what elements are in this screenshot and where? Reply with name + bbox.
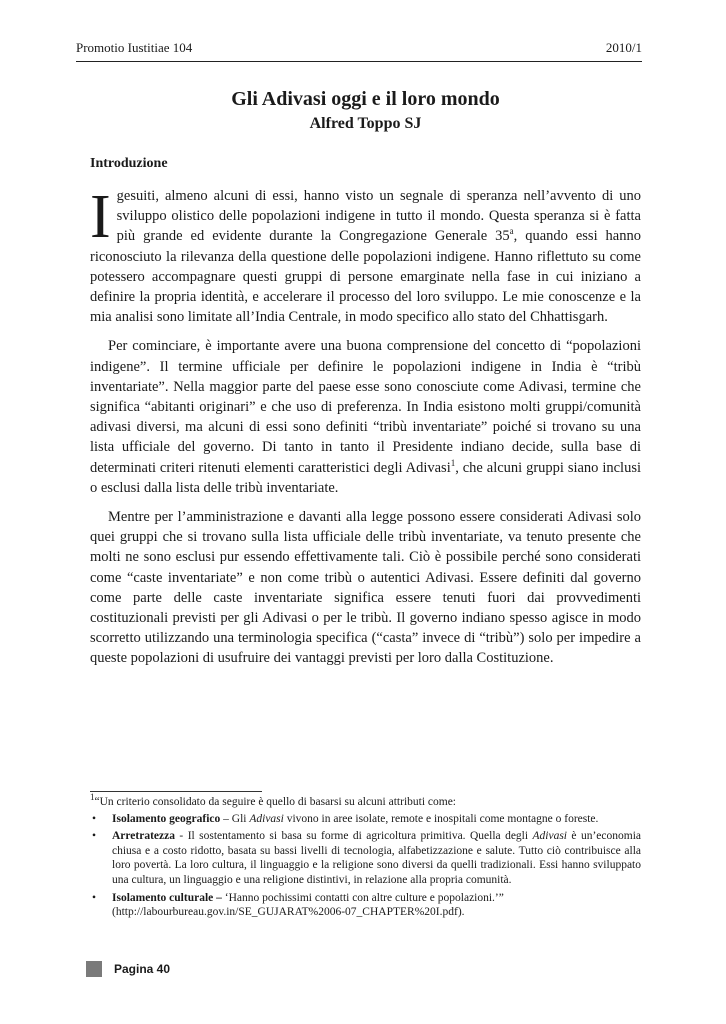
footer-square-icon — [86, 961, 102, 977]
footnote-text-b: vivono in aree isolate, remote e inospitali come montagne o foreste. — [283, 812, 599, 825]
paragraph-1-text-a: gesuiti, almeno alcuni di essi, hanno visto un segnale di speranza nell’avvento di uno sviluppo olistico delle popolazioni indigene in tutto il mondo. Questa speranza si è fatta più grande ed evidente durante la Congregazione Generale 35 — [116, 188, 641, 245]
paragraph-1-text-b: , quando essi hanno riconosciuto la rilevanza della questione delle popolazioni indigene. Hanno riflettuto su come potessero accompagnare questi gruppi di persone emarginate nella fase in cui iniziano a definire la propria identità, e accelerare il processo del loro sviluppo. Le mie conoscenze e la mia analisi sono limitate all’India Centrale, in modo specifico allo stato del Chhattisgarh. — [90, 228, 641, 326]
paragraph-2-text-b: , che alcuni gruppi siano inclusi o esclusi dalla lista delle tribù inventariate. — [90, 459, 641, 496]
footnote-list — [90, 812, 641, 920]
footnote-text-a: – Gli — [220, 812, 250, 825]
footnote-text-a: - Il sostentamento si basa su forme di agricoltura primitiva. Quella degli — [175, 830, 533, 843]
footnote-term: Isolamento geografico — [112, 812, 221, 825]
footnote-italic: Adivasi — [249, 812, 284, 825]
article-author: Alfred Toppo SJ — [309, 115, 422, 132]
footnote-intro — [90, 792, 641, 810]
paragraph-1-superscript: a — [509, 226, 514, 237]
issue-number: 2010/1 — [605, 40, 642, 55]
paragraph-2-text-a: Per cominciare, è importante avere una buona comprensione del concetto di “popolazioni indigene”. Il termine ufficiale per definire le popolazioni indigene in India è “tribù inventariate”. Nella maggior parte del paese esse sono conosciute come Adivasi, termine che significa “abitanti originari” e che uso di preferenza. In India esistono molti gruppi/comunità adivasi diversi, ma alcuni di essi sono definiti “tribù inventariate” poiché si trovano su una lista ufficiale del governo. Di tanto in tanto il Presidente indiano decide, sulla base di determinati criteri ritenuti elementi caratteristici degli Adivasi — [90, 338, 641, 476]
footnote-list-item — [90, 812, 641, 827]
footnote-list-item — [90, 829, 641, 887]
footnote-list-item — [90, 891, 641, 920]
paragraph-3 — [90, 507, 641, 669]
source-url[interactable]: (http://labourbureau.gov.in/SE_GUJARAT%2006-07_CHAPTER%20I.pdf). — [112, 906, 465, 919]
article-body — [90, 183, 641, 678]
running-header — [76, 40, 642, 62]
footnote-intro-text: “Un criterio consolidato da seguire è quello di basarsi su alcuni attributi come: — [94, 796, 457, 808]
footnote-marker: 1 — [90, 792, 95, 803]
page-footer — [86, 961, 170, 977]
footnote-divider — [90, 791, 262, 792]
journal-name: Promotio Iustitiae 104 — [76, 40, 193, 55]
paragraph-2 — [90, 336, 641, 498]
section-heading: Introduzione — [90, 156, 168, 171]
paragraph-3-text: Mentre per l’amministrazione e davanti alla legge possono essere considerati Adivasi solo quei gruppi che si trovano sulla lista ufficiale delle tribù inventariate, va tenuto presente che molti ne sono esclusi pur essendo effettivamente tali. Ciò è possibile perché sono considerati come “caste inventariate” e non come tribù o autentici Adivasi. Essere definiti dal governo come parte delle caste inventariate significa essere tenuti fuori dai provvedimenti costituzionali previsti per gli Adivasi o per le tribù. Il governo indiano spesso agisce in modo scorretto utilizzando una terminologia specifica (“casta” invece di “tribù”) solo per impedire a queste popolazioni di usufruire dei vantaggi previsti per loro dalla Costituzione. — [90, 509, 641, 667]
footnote-term: Isolamento culturale – — [112, 891, 222, 904]
footnote-term: Arretratezza — [112, 830, 175, 843]
paragraph-1 — [90, 183, 641, 327]
footnote-block — [90, 792, 642, 923]
footnote-text-a: ‘Hanno pochissimi contatti con altre culture e popolazioni.’” — [221, 891, 504, 904]
article-title: Gli Adivasi oggi e il loro mondo — [231, 88, 500, 110]
footnote-italic: Adivasi — [532, 830, 567, 843]
drop-cap: I — [90, 183, 111, 251]
document-page — [76, 0, 642, 1024]
footnote-reference[interactable]: 1 — [450, 457, 456, 468]
bullet-icon: • — [92, 891, 97, 904]
footnote-text-b: è un’economia chiusa e a costo ridotto, basata su bassi livelli di tecnologia, alfabetizzazione e salute. Tutto ciò contribuisce alla loro povertà. La loro cultura, il linguaggio e la religione sono diversi da quelli tradizionali. Essi hanno sviluppato una cultura, un linguaggio e una religione distintivi, in relazione alla propria comunità. — [112, 830, 642, 886]
page-number: Pagina 40 — [114, 962, 171, 976]
bullet-icon: • — [92, 830, 97, 843]
bullet-icon: • — [92, 812, 97, 825]
